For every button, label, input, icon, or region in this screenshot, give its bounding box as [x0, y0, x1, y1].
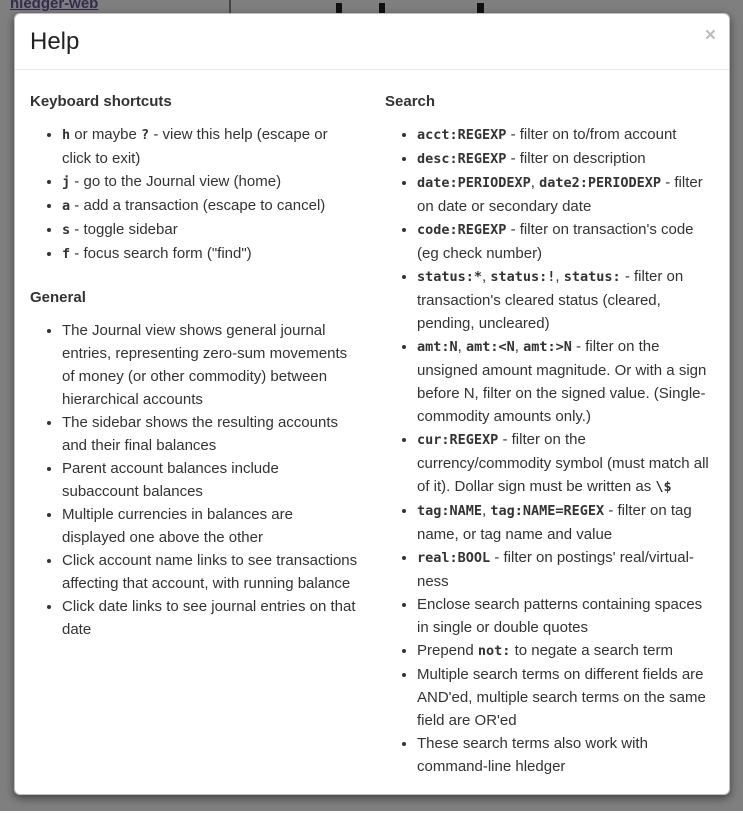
help-text: These search terms also work with command-line hledger — [417, 735, 648, 775]
section-heading: Search — [385, 93, 436, 110]
help-text: - focus search form ("find") — [70, 245, 252, 262]
help-list-item — [417, 171, 714, 218]
section-heading: General — [30, 289, 86, 306]
help-text: , — [482, 268, 491, 285]
help-text: Multiple search terms on different fields are AND'ed, multiple search terms on the same field are OR'ed — [417, 666, 706, 729]
help-list — [30, 319, 358, 641]
help-text: - filter on description — [506, 150, 646, 167]
help-modal — [14, 13, 730, 795]
help-list-item — [417, 123, 714, 147]
help-text: - view this help (escape or click to exit) — [62, 126, 328, 167]
help-text: or maybe — [70, 126, 142, 143]
code-term: amt:>N — [523, 339, 572, 355]
help-text: , — [555, 268, 564, 285]
help-text: - filter on date or secondary date — [417, 174, 703, 215]
help-list-item — [62, 457, 358, 503]
code-term: tag:NAME — [417, 503, 483, 519]
help-list-item — [417, 335, 714, 428]
modal-header — [15, 14, 729, 70]
code-term: desc:REGEXP — [417, 151, 507, 167]
help-text: - add a transaction (escape to cancel) — [70, 197, 326, 214]
help-list-item — [417, 428, 714, 499]
help-text: - filter on transaction's cleared status (cleared, pending, uncleared) — [417, 268, 684, 332]
help-list-item — [62, 242, 358, 266]
help-text: - go to the Journal view (home) — [70, 173, 282, 190]
help-list-item — [417, 147, 714, 171]
help-list-item — [417, 218, 714, 265]
code-term: s — [62, 222, 71, 238]
help-text: - filter on the currency/commodity symbol (must match all of it). Dollar sign must be written as — [417, 431, 709, 495]
help-list-item — [417, 499, 714, 546]
help-text: to negate a search term — [510, 642, 673, 659]
help-text: - filter on tag name, or tag name and value — [417, 502, 692, 543]
help-list-item — [62, 170, 358, 194]
help-list-item — [417, 265, 714, 335]
modal-body — [15, 70, 729, 813]
help-text: Click account name links to see transactions affecting that account, with running balance — [62, 552, 358, 592]
code-term: ? — [141, 127, 150, 143]
modal-title: Help — [30, 28, 80, 55]
help-text: The Journal view shows general journal entries, representing zero-sum movements of money (or other commodity) between hierarchical accounts — [62, 322, 348, 408]
code-term: amt:N — [417, 339, 458, 355]
code-term: cur:REGEXP — [417, 432, 499, 448]
code-term: tag:NAME=REGEX — [490, 503, 605, 519]
code-term: h — [62, 127, 71, 143]
help-list-item — [417, 663, 714, 732]
help-text: , — [457, 338, 466, 355]
help-list-item — [62, 503, 358, 549]
help-text: , — [514, 338, 524, 355]
help-text: - filter on to/from account — [506, 126, 677, 143]
help-text: Enclose search patterns containing spaces in single or double quotes — [417, 596, 703, 636]
help-list-item — [62, 218, 358, 242]
help-list-item — [62, 595, 358, 641]
help-list-item — [417, 546, 714, 593]
help-text: - filter on the unsigned amount magnitude. Or with a sign before N, filter on the signed value. (Single-commodity amounts only.) — [417, 338, 707, 425]
help-list-item — [62, 123, 358, 170]
close-icon[interactable]: × — [704, 25, 716, 46]
help-list-item — [62, 194, 358, 218]
help-list — [385, 123, 714, 778]
help-list — [30, 123, 358, 266]
help-text: Parent account balances include subaccount balances — [62, 460, 279, 500]
code-term: status: — [563, 269, 621, 285]
help-list-item — [62, 319, 358, 411]
code-term: amt:<N — [465, 339, 515, 355]
code-term: status:* — [417, 269, 483, 285]
code-term: date:PERIODEXP — [417, 175, 531, 191]
code-term: date2:PERIODEXP — [539, 175, 662, 191]
code-term: f — [62, 246, 71, 262]
help-column-left — [30, 85, 372, 798]
code-term: code:REGEXP — [417, 222, 507, 238]
help-text: - filter on postings' real/virtual-ness — [417, 549, 694, 590]
help-text: Click date links to see journal entries on that date — [62, 598, 356, 638]
help-list-item — [417, 639, 714, 663]
help-list-item — [417, 593, 714, 639]
help-text: Prepend — [417, 642, 478, 659]
code-term: not: — [477, 643, 511, 659]
help-text: - filter on transaction's code (eg check number) — [417, 221, 694, 262]
code-term: a — [62, 198, 71, 214]
help-text: , — [530, 174, 540, 191]
code-term: status:! — [490, 269, 556, 285]
code-term: \$ — [655, 479, 672, 495]
help-column-right — [372, 85, 714, 798]
help-list-item — [62, 549, 358, 595]
code-term: real:BOOL — [417, 550, 491, 566]
code-term: j — [62, 174, 71, 190]
help-list-item — [417, 732, 714, 778]
help-text: The sidebar shows the resulting accounts and their final balances — [62, 414, 338, 454]
help-text: - toggle sidebar — [70, 221, 178, 238]
help-text: Multiple currencies in balances are displayed one above the other — [62, 506, 293, 546]
help-text: , — [482, 502, 491, 519]
code-term: acct:REGEXP — [417, 127, 507, 143]
section-heading: Keyboard shortcuts — [30, 93, 172, 110]
help-list-item — [62, 411, 358, 457]
